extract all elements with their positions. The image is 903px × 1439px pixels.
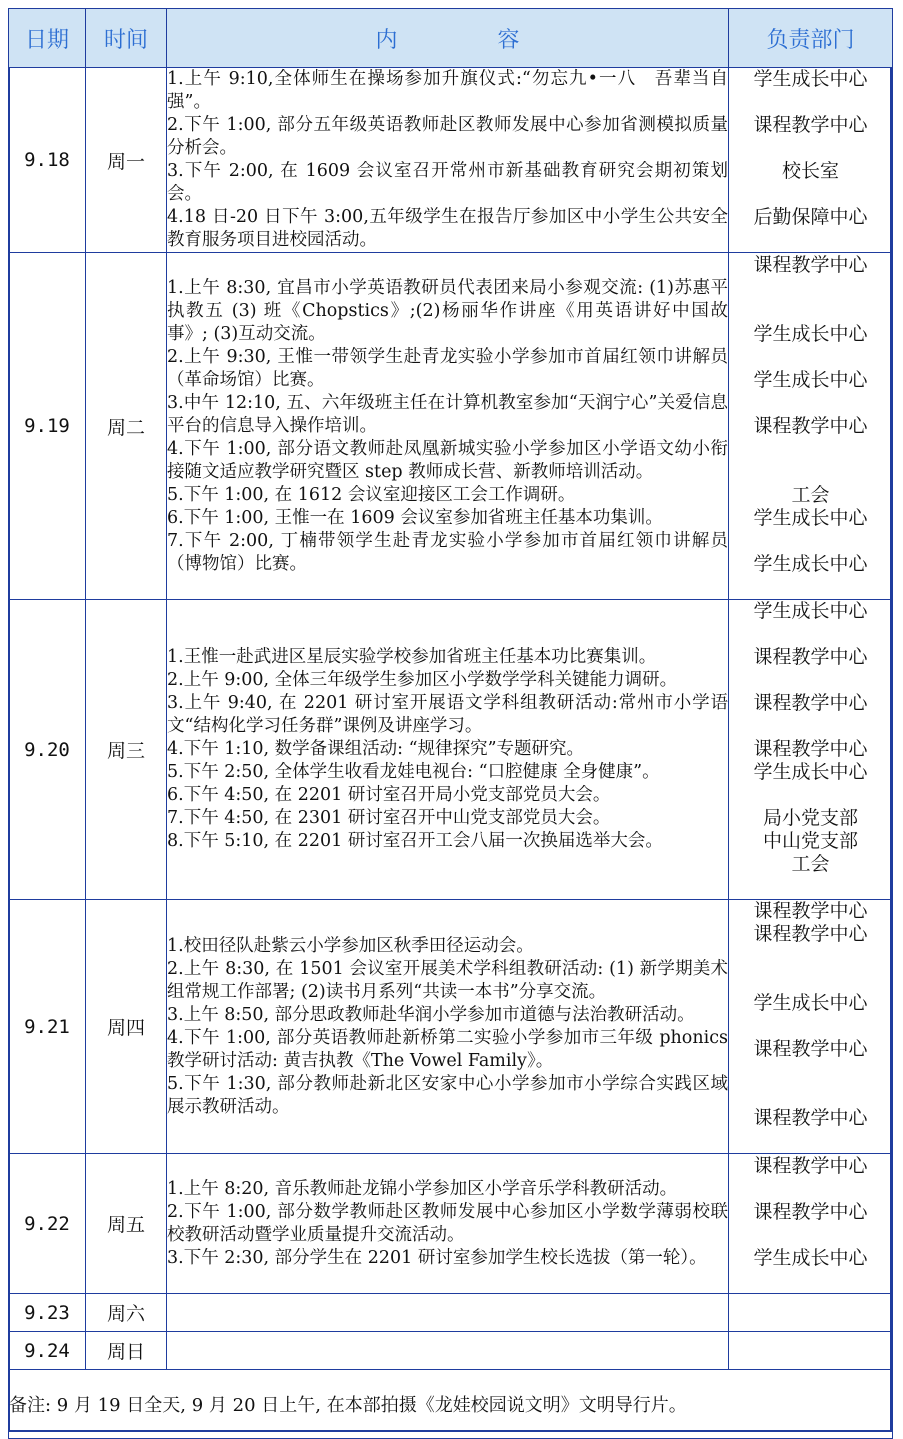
dept-line [729,1061,892,1084]
row-day: 周日 [86,1332,167,1370]
dept-line [729,784,892,807]
schedule-item: 1.上午 8:20, 音乐教师赴龙锦小学参加区小学音乐学科教研活动。 [167,1178,678,1199]
schedule-body [9,68,893,1370]
row-dept [729,1332,893,1370]
row-date: 9.21 [9,900,86,1154]
dept-line [729,623,892,646]
schedule-item: 5.下午 1:30, 部分教师赴新北区安家中心小学参加市小学综合实践区域展示教研活动。 [167,1073,728,1117]
schedule-item: 4.18 日-20 日下午 3:00,五年级学生在报告厅参加区中小学生公共安全教育服务项目进校园活动。 [167,207,728,250]
row-content [167,1332,729,1370]
schedule-row [9,600,893,900]
dept-line [729,876,892,899]
row-content [167,1294,729,1332]
schedule-row [9,1294,893,1332]
schedule-item: 5.下午 1:00, 在 1612 会议室迎接区工会工作调研。 [167,484,576,505]
row-date: 9.23 [9,1294,86,1332]
dept-line [729,137,892,160]
schedule-item: 5.下午 2:50, 全体学生收看龙娃电视台: “口腔健康 全身健康”。 [167,762,660,782]
row-day: 周五 [86,1154,167,1294]
row-date: 9.20 [9,600,86,900]
schedule-row [9,253,893,600]
row-content [167,600,729,900]
schedule-item: 4.下午 1:00, 部分语文教师赴凤凰新城实验小学参加区小学语文幼小衔接随文适应教学研究暨区 step 教师成长营、新教师培训活动。 [167,438,728,482]
dept-line [729,1015,892,1038]
dept-line: 学生成长中心 [753,1246,868,1269]
row-date: 9.24 [9,1332,86,1370]
row-day: 周一 [86,68,167,253]
row-day: 周二 [86,253,167,600]
schedule-row [9,1332,893,1370]
dept-line: 课程教学中心 [753,923,868,945]
dept-line: 学生成长中心 [753,761,868,783]
schedule-item: 2.下午 1:00, 部分数学教师赴区教师发展中心参加区小学数学薄弱校联校教研活动暨学业质量提升交流活动。 [167,1201,728,1245]
row-content [167,900,729,1154]
dept-line: 局小党支部 [762,807,858,829]
schedule-item: 3.上午 9:40, 在 2201 研讨室开展语文学科组教研活动:常州市小学语文“结构化学习任务群”课例及讲座学习。 [167,693,728,736]
dept-line: 课程教学中心 [753,253,868,276]
dept-line [729,438,892,461]
schedule-item: 2.下午 1:00, 部分五年级英语教师赴区教师发展中心参加省测模拟质量分析会。 [167,115,728,158]
dept-line: 学生成长中心 [753,506,868,529]
row-date: 9.19 [9,253,86,600]
dept-line: 学生成长中心 [753,552,868,575]
row-dept [729,1154,893,1294]
header-date: 日期 [9,9,86,68]
schedule-item: 3.中午 12:10, 五、六年级班主任在计算机教室参加“天润宁心”关爱信息平台的信息导入操作培训。 [167,392,728,436]
row-day: 周六 [86,1294,167,1332]
dept-line: 课程教学中心 [753,414,868,437]
dept-line: 后勤保障中心 [753,206,868,228]
dept-line: 课程教学中心 [753,738,868,760]
schedule-item: 6.下午 1:00, 王惟一在 1609 会议室参加省班主任基本功集训。 [167,507,663,528]
dept-line [729,392,892,415]
dept-line [729,969,892,992]
note: 备注: 9 月 19 日全天, 9 月 20 日上午, 在本部拍摄《龙娃校园说文明》文明导行片。 [9,1370,893,1439]
dept-line [729,277,892,300]
row-date: 9.18 [9,68,86,253]
row-dept [729,900,893,1154]
schedule-item: 3.上午 8:50, 部分思政教师赴华润小学参加市道德与法治教研活动。 [167,1004,695,1025]
schedule-item: 3.下午 2:00, 在 1609 会议室召开常州市新基础教育研究会期初策划会。 [167,161,728,204]
dept-line: 课程教学中心 [753,114,868,136]
dept-line: 课程教学中心 [753,1107,868,1129]
dept-line [729,229,892,252]
header-dept: 负责部门 [729,9,893,68]
dept-line: 课程教学中心 [753,1038,868,1060]
dept-line: 课程教学中心 [753,646,868,668]
schedule-item: 1.上午 9:10,全体师生在操场参加升旗仪式:“勿忘九•一八 吾辈当自强”。 [167,69,728,112]
schedule-item: 4.下午 1:10, 数学备课组活动: “规律探究”专题研究。 [167,739,585,759]
dept-line [729,576,892,599]
dept-line [729,669,892,692]
header-content-char-1: 内 [375,27,398,53]
dept-line [729,183,892,206]
row-dept [729,68,893,253]
dept-line [729,1130,892,1153]
schedule-item: 7.下午 2:00, 丁楠带领学生赴青龙实验小学参加市首届红领巾讲解员（博物馆）比赛。 [167,530,728,574]
schedule-item: 1.上午 8:30, 宜昌市小学英语教研员代表团来局小参观交流: (1)苏惠平执教五 (3) 班《Chopstics》;(2)杨丽华作讲座《用英语讲好中国故事》; (3)互动交流。 [167,277,728,344]
schedule-item: 7.下午 4:50, 在 2301 研讨室召开中山党支部党员大会。 [167,808,611,828]
dept-line [729,1270,892,1293]
schedule-item: 1.王惟一赴武进区星辰实验学校参加省班主任基本功比赛集训。 [167,647,657,667]
schedule-item: 6.下午 4:50, 在 2201 研讨室召开局小党支部党员大会。 [167,785,611,805]
dept-line [729,715,892,738]
schedule-item: 8.下午 5:10, 在 2201 研讨室召开工会八届一次换届选举大会。 [167,831,663,851]
schedule-item: 4.下午 1:00, 部分英语教师赴新桥第二实验小学参加市三年级 phonics 教学研讨活动: 黄吉执教《The Vowel Family》。 [167,1027,728,1071]
dept-line: 课程教学中心 [753,692,868,714]
dept-line [729,91,892,114]
row-dept [729,1294,893,1332]
dept-line: 课程教学中心 [753,900,868,922]
schedule-item: 2.上午 8:30, 在 1501 会议室开展美术学科组教研活动: (1) 新学期美术组常规工作部署; (2)读书月系列“共读一本书”分享交流。 [167,958,728,1002]
row-day: 周四 [86,900,167,1154]
dept-line [729,346,892,369]
dept-line [729,946,892,969]
dept-line: 学生成长中心 [753,992,868,1014]
header-time: 时间 [86,9,167,68]
dept-line: 课程教学中心 [753,1154,868,1177]
dept-line: 学生成长中心 [753,68,868,90]
dept-line: 学生成长中心 [753,368,868,391]
row-day: 周三 [86,600,167,900]
dept-line: 工会 [791,483,830,506]
dept-line [729,461,892,484]
note-row [9,1370,893,1439]
dept-line [729,530,892,553]
dept-line: 中山党支部 [762,830,858,852]
dept-line [729,1178,892,1201]
dept-line: 工会 [791,853,830,875]
header-content-char-2: 容 [497,27,520,53]
dept-line [729,1084,892,1107]
row-date: 9.22 [9,1154,86,1294]
dept-line: 校长室 [781,160,839,182]
schedule-row [9,900,893,1154]
schedule-row [9,68,893,253]
schedule-item: 3.下午 2:30, 部分学生在 2201 研讨室参加学生校长选拔（第一轮）。 [167,1247,707,1268]
dept-line: 学生成长中心 [753,322,868,345]
schedule-item: 2.上午 9:30, 王惟一带领学生赴青龙实验小学参加市首届红领巾讲解员（革命场馆）比赛。 [167,346,728,390]
dept-line: 课程教学中心 [753,1200,868,1223]
schedule-table [8,8,893,1439]
header-content [167,9,729,68]
row-content [167,253,729,600]
schedule-item: 1.校田径队赴紫云小学参加区秋季田径运动会。 [167,935,534,956]
dept-line [729,300,892,323]
dept-line [729,1224,892,1247]
row-dept [729,600,893,900]
row-dept [729,253,893,600]
row-content [167,68,729,253]
dept-line: 学生成长中心 [753,600,868,622]
schedule-row [9,1154,893,1294]
header-row [9,9,893,68]
schedule-item: 2.上午 9:00, 全体三年级学生参加区小学数学学科关键能力调研。 [167,670,678,690]
row-content [167,1154,729,1294]
